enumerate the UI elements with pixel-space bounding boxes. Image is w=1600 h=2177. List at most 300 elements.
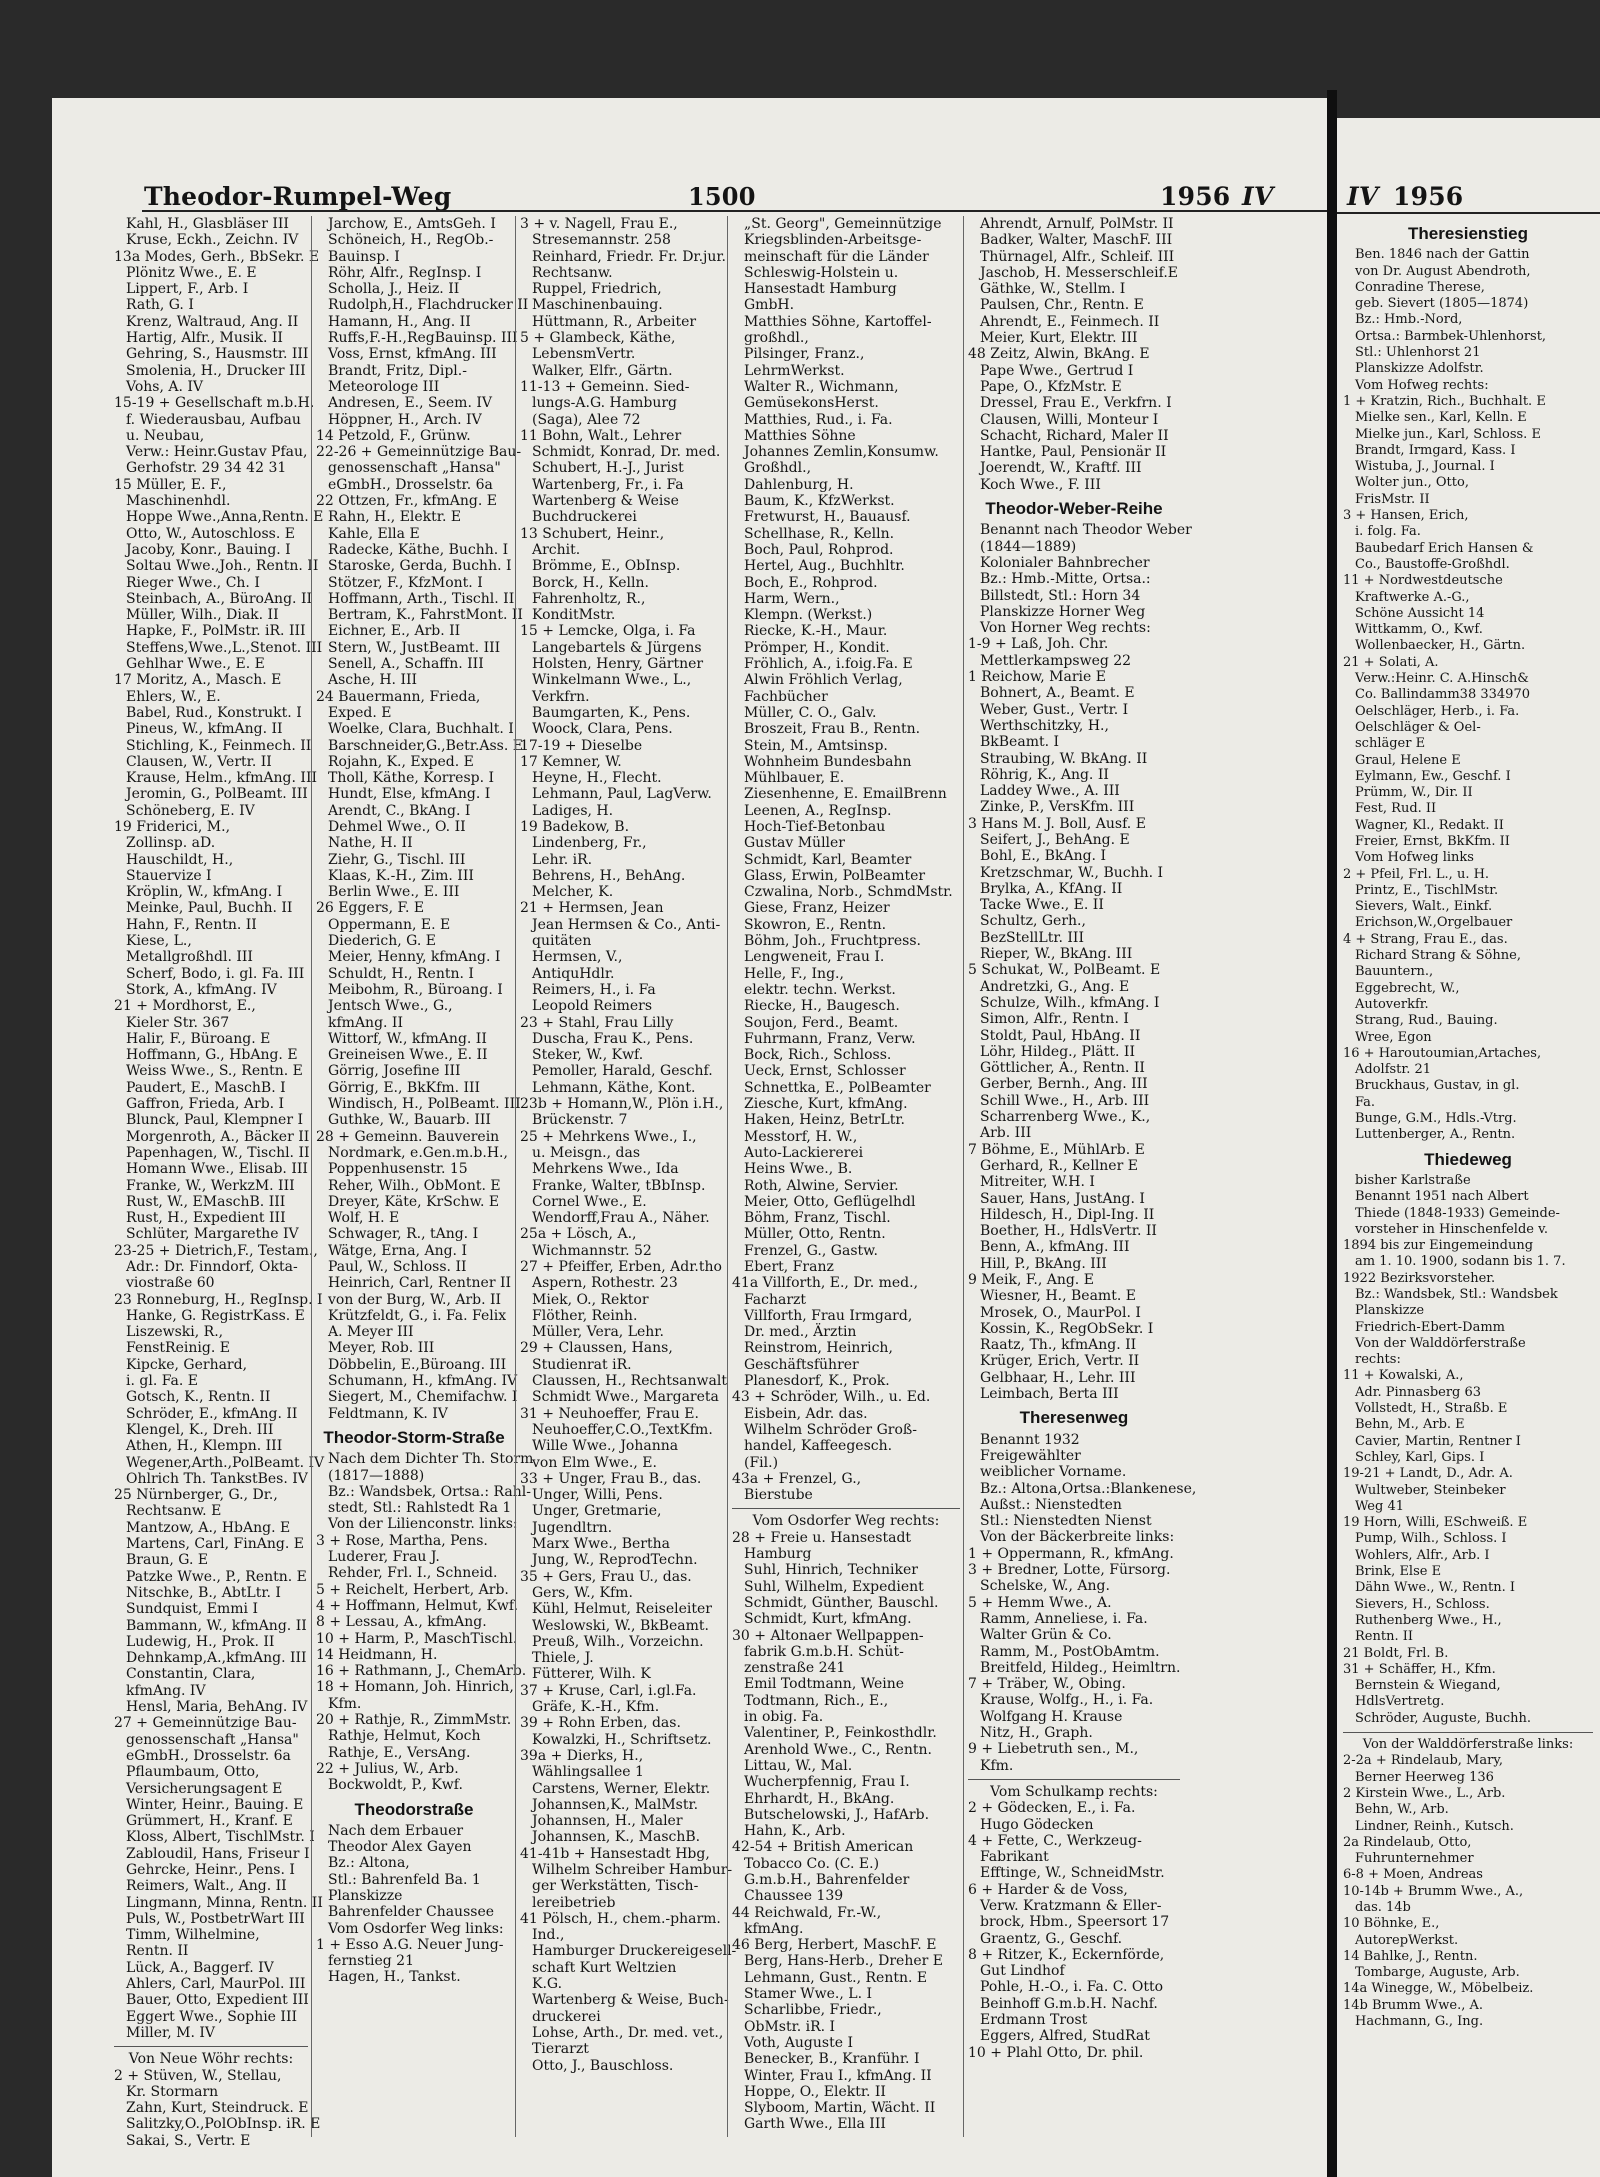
column-3-entries bbox=[520, 216, 737, 2074]
directory-entry: 10 Böhnke, E., bbox=[1343, 1916, 1440, 1932]
directory-entry: (Saga), Alee 72 bbox=[532, 411, 641, 428]
directory-entry: großhdl., bbox=[744, 330, 809, 347]
directory-entry: das. 14b bbox=[1355, 1899, 1411, 1915]
directory-entry: Butschelowski, J., HafArb. bbox=[744, 1806, 930, 1823]
running-head-volume: IV bbox=[1242, 182, 1274, 211]
directory-entry: Dähn Wwe., W., Rentn. I bbox=[1355, 1580, 1515, 1596]
directory-entry: fernstieg 21 bbox=[328, 1953, 414, 1970]
directory-entry: Cavier, Martin, Rentner I bbox=[1355, 1433, 1521, 1449]
directory-entry: Jeromin, G., PolBeamt. III bbox=[126, 786, 308, 803]
directory-entry: 37 + Kruse, Carl, i.gl.Fa. bbox=[520, 1682, 697, 1699]
directory-entry: Vohs, A. IV bbox=[126, 378, 204, 395]
directory-entry: f. Wiederausbau, Aufbau bbox=[126, 411, 301, 428]
directory-entry: Hoffmann, Arth., Tischl. II bbox=[328, 590, 515, 607]
directory-entry: 18 + Homann, Joh. Hinrich, bbox=[316, 1679, 514, 1696]
directory-entry: Eichner, E., Arb. II bbox=[328, 623, 461, 640]
directory-entry: Timm, Wilhelmine, bbox=[126, 1927, 260, 1944]
directory-entry: Wählingsallee 1 bbox=[532, 1764, 644, 1781]
directory-entry: 2-2a + Rindelaub, Mary, bbox=[1343, 1753, 1504, 1769]
right-running-head-year: 1956 bbox=[1393, 182, 1464, 211]
directory-entry: Hoppe, O., Elektr. II bbox=[744, 2083, 886, 2100]
directory-entry: 1894 bis zur Eingemeindung bbox=[1343, 1238, 1534, 1254]
directory-entry: 44 Reichwald, Fr.-W., bbox=[732, 1904, 882, 1921]
directory-entry: Neuhoeffer,C.O.,TextKfm. bbox=[532, 1421, 713, 1438]
directory-entry: Schmidt, Konrad, Dr. med. bbox=[532, 444, 721, 461]
directory-entry: K.G. bbox=[532, 1976, 563, 1993]
directory-entry: Staroske, Gerda, Buchh. I bbox=[328, 558, 512, 575]
right-column-2-entries bbox=[1343, 1173, 1593, 1727]
directory-entry: Johannsen, H., Maler bbox=[532, 1813, 683, 1830]
directory-entry: Meteorologe III bbox=[328, 378, 440, 395]
directory-entry: Schley, Karl, Gips. I bbox=[1355, 1449, 1485, 1465]
column-rule bbox=[963, 216, 964, 2137]
directory-entry: Nach dem Erbauer bbox=[328, 1822, 464, 1839]
directory-entry: Ramm, Anneliese, i. Fa. bbox=[980, 1610, 1148, 1627]
directory-entry: Wegener,Arth.,PolBeamt. IV bbox=[126, 1454, 325, 1471]
directory-entry: quitäten bbox=[532, 933, 592, 950]
directory-entry: Mühlbauer, E. bbox=[744, 770, 845, 787]
directory-entry: 3 + Hansen, Erich, bbox=[1343, 508, 1469, 524]
directory-entry: Klempn. (Werkst.) bbox=[744, 607, 873, 624]
directory-entry: Paudert, E., MaschB. I bbox=[126, 1079, 286, 1096]
directory-entry: Patzke Wwe., P., Rentn. E bbox=[126, 1568, 307, 1585]
directory-entry: Rojahn, K., Exped. E bbox=[328, 753, 474, 770]
directory-entry: 46 Berg, Herbert, MaschF. E bbox=[732, 1937, 937, 1954]
directory-entry: G.m.b.H., Bahrenfelder bbox=[744, 1871, 910, 1888]
directory-entry: Hauschildt, H., bbox=[126, 851, 234, 868]
directory-entry: Tacke Wwe., E. II bbox=[980, 897, 1104, 914]
directory-entry: Nach dem Dichter Th. Storm bbox=[328, 1451, 534, 1468]
directory-entry: Kieler Str. 367 bbox=[126, 1014, 230, 1031]
directory-entry: Radecke, Käthe, Buchh. I bbox=[328, 541, 509, 558]
directory-entry: Theodor Alex Gayen bbox=[328, 1839, 472, 1856]
directory-entry: 20 + Rathje, R., ZimmMstr. bbox=[316, 1712, 512, 1729]
directory-entry: Wolter jun., Otto, bbox=[1355, 475, 1469, 491]
directory-entry: Holsten, Henry, Gärtner bbox=[532, 656, 704, 673]
directory-entry: 17 Kemner, W. bbox=[520, 753, 622, 770]
directory-entry: Slyboom, Martin, Wächt. II bbox=[744, 2100, 936, 2117]
directory-entry: Jaschob, H. Messerschleif.E bbox=[980, 264, 1179, 281]
directory-entry: Görrig, Josefine III bbox=[328, 1063, 461, 1080]
directory-entry: Jean Hermsen & Co., Anti- bbox=[532, 916, 721, 933]
directory-entry: handel, Kaffeegesch. bbox=[744, 1438, 893, 1455]
directory-entry: Luttenberger, A., Rentn. bbox=[1355, 1127, 1516, 1143]
directory-entry: Auto-Lackiererei bbox=[744, 1144, 864, 1161]
directory-entry: Stein, M., Amtsinsp. bbox=[744, 737, 888, 754]
directory-entry: Duscha, Frau K., Pens. bbox=[532, 1030, 694, 1047]
directory-entry: Bock, Rich., Schloss. bbox=[744, 1047, 892, 1064]
directory-entry: meinschaft für die Länder bbox=[744, 248, 929, 265]
directory-entry: 31 + Neuhoeffer, Frau E. bbox=[520, 1405, 699, 1422]
directory-entry: Röhrig, K., Ang. II bbox=[980, 766, 1109, 783]
directory-entry: Behn, M., Arb. E bbox=[1355, 1417, 1465, 1433]
directory-entry: Wree, Egon bbox=[1355, 1029, 1432, 1045]
directory-entry: 16 + Haroutoumian,Artaches, bbox=[1343, 1045, 1542, 1061]
directory-entry: Baubedarf Erich Hansen & bbox=[1355, 540, 1534, 556]
directory-entry: Miller, M. IV bbox=[126, 2024, 215, 2041]
directory-entry: Adolfstr. 21 bbox=[1355, 1062, 1431, 1078]
directory-entry: Pump, Wilh., Schloss. I bbox=[1355, 1531, 1507, 1547]
directory-entry: Boch, E., Rohprod. bbox=[744, 574, 878, 591]
directory-entry: Verw. Kratzmann & Eller- bbox=[980, 1897, 1162, 1914]
directory-entry: Flöther, Reinh. bbox=[532, 1307, 638, 1324]
directory-entry: Scherf, Bodo, i. gl. Fa. III bbox=[126, 965, 305, 982]
directory-entry: Schmidt, Karl, Beamter bbox=[744, 851, 912, 868]
directory-entry: Eisbein, Adr. das. bbox=[744, 1405, 868, 1422]
directory-entry: 8 + Ritzer, K., Eckernförde, bbox=[968, 1946, 1165, 1963]
directory-entry: Rieger Wwe., Ch. I bbox=[126, 574, 260, 591]
directory-entry: Von Horner Weg rechts: bbox=[980, 620, 1151, 637]
directory-entry: Ehrhardt, H., BkAng. bbox=[744, 1790, 895, 1807]
directory-entry: Ruffs,F.-H.,RegBauinsp. III bbox=[328, 330, 518, 347]
directory-entry: Bauuntern., bbox=[1355, 964, 1434, 980]
directory-entry: Bz.: Hmb.-Mitte, Ortsa.: bbox=[980, 571, 1151, 588]
directory-entry: Co. Ballindamm38 334970 bbox=[1355, 687, 1530, 703]
directory-entry: Morgenroth, A., Bäcker II bbox=[126, 1128, 310, 1145]
directory-entry: Kretzschmar, W., Buchh. I bbox=[980, 864, 1164, 881]
directory-entry: 14 Bahlke, J., Rentn. bbox=[1343, 1948, 1478, 1964]
directory-entry: Hahn, F., Rentn. II bbox=[126, 916, 257, 933]
directory-entry: Facharzt bbox=[744, 1291, 807, 1308]
directory-entry: 41-41b + Hansestadt Hbg, bbox=[520, 1845, 710, 1862]
section-direction: Von Neue Wöhr rechts: bbox=[128, 2051, 294, 2068]
directory-entry: Lück, A., Baggerf. IV bbox=[126, 1959, 274, 1976]
directory-entry: Lehmann, Käthe, Kont. bbox=[532, 1079, 696, 1096]
directory-entry: Garth Wwe., Ella III bbox=[744, 2116, 886, 2133]
directory-entry: 22-26 + Gemeinnützige Bau- bbox=[316, 444, 522, 461]
directory-entry: Jarchow, E., AmtsGeh. I bbox=[328, 216, 496, 232]
directory-entry: Villforth, Frau Irmgard, bbox=[744, 1307, 913, 1324]
section-divider bbox=[732, 1508, 960, 1509]
directory-entry: Bahrenfelder Chaussee bbox=[328, 1904, 495, 1921]
directory-entry: weiblicher Vorname. bbox=[980, 1464, 1127, 1481]
directory-entry: 27 + Pfeiffer, Erben, Adr.tho bbox=[520, 1259, 722, 1275]
directory-entry: Wolfgang H. Krause bbox=[980, 1708, 1123, 1725]
directory-entry: kfmAng. IV bbox=[126, 1682, 206, 1699]
directory-entry: 5 + Hemm Wwe., A. bbox=[968, 1594, 1112, 1611]
directory-entry: Schellhase, R., Kelln. bbox=[744, 525, 895, 542]
directory-entry: Wollenbaecker, H., Gärtn. bbox=[1355, 638, 1526, 654]
directory-entry: 14 Petzold, F., Grünw. bbox=[316, 427, 471, 444]
directory-entry: Stork, A., kfmAng. IV bbox=[126, 981, 277, 998]
directory-entry: Weg 41 bbox=[1355, 1498, 1404, 1514]
directory-entry: 6 + Harder & de Voss, bbox=[968, 1881, 1128, 1898]
directory-entry: 2 Kirstein Wwe., L., Arb. bbox=[1343, 1785, 1506, 1801]
right-column-1 bbox=[1343, 218, 1593, 2137]
directory-entry: Gerber, Bernh., Ang. III bbox=[980, 1076, 1148, 1093]
directory-entry: GemüsekonsHerst. bbox=[744, 395, 879, 412]
directory-entry: Schelske, W., Ang. bbox=[980, 1578, 1110, 1595]
directory-entry: Heins Wwe., B. bbox=[744, 1161, 853, 1178]
directory-entry: Versicherungsagent E bbox=[126, 1780, 283, 1797]
directory-entry: Von der Walddörferstraße bbox=[1355, 1335, 1526, 1351]
directory-entry: 31 + Schäffer, H., Kfm. bbox=[1343, 1661, 1496, 1677]
directory-entry: Planesdorf, K., Prok. bbox=[744, 1373, 890, 1390]
directory-entry: Schleswig-Holstein u. bbox=[744, 264, 899, 281]
directory-entry: 22 + Julius, W., Arb. bbox=[316, 1760, 459, 1777]
directory-entry: Winter, Frau I., kfmAng. II bbox=[744, 2067, 932, 2084]
directory-entry: Jentsch Wwe., G., bbox=[328, 998, 453, 1015]
directory-entry: KonditMstr. bbox=[532, 607, 616, 624]
directory-entry: kfmAng. II bbox=[328, 1014, 403, 1031]
directory-entry: 17-19 + Dieselbe bbox=[520, 737, 643, 754]
directory-entry: Gehring, S., Hausmstr. III bbox=[126, 346, 309, 363]
directory-entry: Hundt, Else, kfmAng. I bbox=[328, 786, 491, 803]
directory-entry: Wolf, H. E bbox=[328, 1210, 400, 1227]
directory-entry: Brückenstr. 7 bbox=[532, 1112, 628, 1129]
directory-entry: Haken, Heinz, BetrLtr. bbox=[744, 1112, 905, 1129]
directory-entry: Buchdruckerei bbox=[532, 509, 637, 526]
directory-entry: Rechtsanw. E bbox=[126, 1503, 222, 1520]
directory-entry: Friedrich-Ebert-Damm bbox=[1355, 1319, 1505, 1335]
directory-entry: Schöneberg, E. IV bbox=[126, 802, 255, 819]
directory-entry: Müller, Vera, Lehr. bbox=[532, 1324, 664, 1341]
directory-entry: Baum, K., KfzWerkst. bbox=[744, 493, 895, 510]
directory-entry: 19-21 + Landt, D., Adr. A. bbox=[1343, 1466, 1513, 1482]
directory-entry: Laddey Wwe., A. III bbox=[980, 783, 1120, 800]
directory-entry: Nitschke, B., AbtLtr. I bbox=[126, 1584, 281, 1601]
directory-entry: in obig. Fa. bbox=[744, 1709, 824, 1726]
directory-entry: Brandt, Fritz, Dipl.- bbox=[328, 362, 467, 379]
directory-entry: Rathje, Helmut, Koch bbox=[328, 1728, 481, 1745]
directory-entry: Kolonialer Bahnbrecher bbox=[980, 554, 1150, 571]
directory-entry: Zollinsp. aD. bbox=[126, 835, 216, 852]
directory-entry: Andresen, E., Seem. IV bbox=[328, 395, 493, 412]
directory-entry: Richard Strang & Söhne, bbox=[1355, 948, 1521, 964]
directory-entry: BkBeamt. I bbox=[980, 734, 1060, 751]
directory-entry: 1 Reichow, Marie E bbox=[968, 669, 1106, 686]
directory-entry: Otto, W., Autoschloss. E bbox=[126, 525, 295, 542]
directory-entry: Constantin, Clara, bbox=[126, 1666, 256, 1683]
directory-entry: Leenen, A., RegInsp. bbox=[744, 802, 892, 819]
running-head-street: Theodor-Rumpel-Weg bbox=[144, 182, 452, 211]
directory-entry: Frenzel, G., Gastw. bbox=[744, 1242, 878, 1259]
directory-entry: Efftinge, W., SchneidMstr. bbox=[980, 1865, 1165, 1882]
directory-entry: Ind., bbox=[532, 1927, 565, 1944]
directory-entry: Czwalina, Norb., SchmdMstr. bbox=[744, 884, 953, 901]
right-running-head-volume: IV bbox=[1347, 182, 1379, 211]
directory-entry: 24 Bauermann, Frieda, bbox=[316, 688, 481, 705]
directory-entry: GmbH. bbox=[744, 297, 795, 314]
directory-entry: „St. Georg", Gemeinnützige bbox=[744, 216, 942, 232]
directory-entry: Barschneider,G.,Betr.Ass. E bbox=[328, 737, 523, 754]
column-2-entries bbox=[316, 216, 529, 1422]
directory-entry: Paul, W., Schloss. II bbox=[328, 1259, 467, 1275]
street-heading-thiedeweg: Thiedeweg bbox=[1424, 1149, 1512, 1169]
directory-entry: Stichling, K., Feinmech. II bbox=[126, 737, 312, 754]
directory-entry: Wiesner, H., Beamt. E bbox=[980, 1288, 1136, 1305]
directory-entry: Krause, Wolfg., H., i. Fa. bbox=[980, 1692, 1154, 1709]
directory-entry: Mettlerkampsweg 22 bbox=[980, 652, 1132, 669]
directory-entry: Boether, H., HdlsVertr. II bbox=[980, 1223, 1157, 1240]
directory-entry: Eylmann, Ew., Geschf. I bbox=[1355, 768, 1511, 784]
directory-entry: 28 + Gemeinn. Bauverein bbox=[316, 1128, 500, 1145]
directory-entry: Dr. med., Ärztin bbox=[744, 1324, 857, 1341]
directory-entry: Gaffron, Frieda, Arb. I bbox=[126, 1096, 285, 1113]
directory-entry: Hantke, Paul, Pensionär II bbox=[980, 444, 1167, 461]
directory-entry: elektr. techn. Werkst. bbox=[744, 981, 896, 998]
directory-entry: 21 + Mordhorst, E., bbox=[114, 998, 256, 1015]
directory-entry: 25 Nürnberger, G., Dr., bbox=[114, 1487, 278, 1504]
directory-entry: 1 + Oppermann, R., kfmAng. bbox=[968, 1545, 1174, 1562]
directory-entry: Matthies Söhne, Kartoffel- bbox=[744, 313, 932, 330]
column-2b-entries bbox=[316, 1451, 534, 1794]
directory-entry: Salitzky,O.,PolObInsp. iR. E bbox=[126, 2116, 321, 2133]
directory-entry: Wilhelm Schröder Groß- bbox=[744, 1421, 917, 1438]
directory-entry: Boch, Paul, Rohprod. bbox=[744, 541, 894, 558]
directory-entry: Schultz, Gerh., bbox=[980, 913, 1086, 930]
directory-entry: eGmbH., Drosselstr. 6a bbox=[126, 1747, 291, 1764]
directory-entry: Oelschläger & Oel- bbox=[1355, 719, 1481, 735]
directory-entry: 2 + Pfeil, Frl. L., u. H. bbox=[1343, 866, 1490, 882]
directory-entry: Kühl, Helmut, Reiseleiter bbox=[532, 1601, 712, 1618]
directory-entry: Carstens, Werner, Elektr. bbox=[532, 1780, 711, 1797]
directory-entry: 39a + Dierks, H., bbox=[520, 1747, 644, 1764]
directory-entry: Schwager, R., tAng. I bbox=[328, 1226, 479, 1243]
directory-entry: lereibetrieb bbox=[532, 1894, 616, 1911]
directory-entry: Löhr, Hildeg., Plätt. II bbox=[980, 1043, 1135, 1060]
directory-entry: schaft Kurt Weltzien bbox=[532, 1959, 677, 1976]
directory-entry: Asche, H. III bbox=[328, 672, 418, 689]
directory-entry: Beinhoff G.m.b.H. Nachf. bbox=[980, 1995, 1158, 2012]
directory-entry: Zinke, P., VersKfm. III bbox=[980, 799, 1135, 816]
directory-entry: Straubing, W. BkAng. II bbox=[980, 750, 1148, 767]
directory-entry: Pape, O., KfzMstr. E bbox=[980, 378, 1122, 395]
directory-entry: 43 + Schröder, Wilh., u. Ed. bbox=[732, 1389, 931, 1406]
directory-entry: Hansestadt Hamburg bbox=[744, 281, 897, 298]
directory-entry: Benannt 1932 bbox=[980, 1431, 1080, 1448]
directory-entry: Bohnert, A., Beamt. E bbox=[980, 685, 1135, 702]
directory-entry: Hensl, Maria, BehAng. IV bbox=[126, 1699, 308, 1716]
directory-entry: Ziehr, G., Tischl. III bbox=[328, 851, 466, 868]
directory-entry: Steinbach, A., BüroAng. II bbox=[126, 590, 312, 607]
directory-entry: 23 Ronneburg, H., RegInsp. I bbox=[114, 1291, 323, 1308]
directory-entry: kfmAng. bbox=[744, 1920, 804, 1937]
directory-entry: ObMstr. iR. I bbox=[744, 2018, 836, 2035]
directory-entry: Hill, P., BkAng. III bbox=[980, 1255, 1107, 1272]
directory-entry: Giese, Franz, Heizer bbox=[744, 900, 890, 917]
directory-entry: Johannsen, K., MaschB. bbox=[532, 1829, 701, 1846]
right-page bbox=[1337, 118, 1600, 2177]
directory-entry: 4 + Hoffmann, Helmut, Kwf. bbox=[316, 1597, 519, 1614]
directory-entry: 4 + Fette, C., Werkzeug- bbox=[968, 1832, 1142, 1849]
directory-entry: Mantzow, A., HbAng. E bbox=[126, 1519, 291, 1536]
directory-entry: Wartenberg, Fr., i. Fa bbox=[532, 476, 684, 493]
directory-entry: Oelschläger, Herb., i. Fa. bbox=[1355, 703, 1520, 719]
directory-entry: Riecke, H., Baugesch. bbox=[744, 998, 900, 1015]
directory-entry: Benn, A., kfmAng. III bbox=[980, 1239, 1130, 1256]
directory-entry: Behrens, H., BehAng. bbox=[532, 867, 686, 884]
directory-entry: Schröder, Auguste, Buchh. bbox=[1355, 1710, 1532, 1726]
directory-entry: 3 + Rose, Martha, Pens. bbox=[316, 1532, 488, 1549]
directory-entry: Messtorf, H. W., bbox=[744, 1128, 858, 1145]
column-1-tail-entries bbox=[114, 2067, 321, 2149]
directory-entry: Müller, Otto, Rentn. bbox=[744, 1226, 886, 1243]
directory-entry: Printz, E., TischlMstr. bbox=[1355, 882, 1499, 898]
directory-entry: Kruse, Eckh., Zeichn. IV bbox=[126, 232, 299, 249]
directory-entry: Graul, Helene E bbox=[1355, 752, 1461, 768]
directory-entry: Hoffmann, G., HbAng. E bbox=[126, 1047, 298, 1064]
directory-entry: Halir, F., Büroang. E bbox=[126, 1030, 271, 1047]
directory-entry: Borck, H., Kelln. bbox=[532, 574, 649, 591]
directory-entry: Sakai, S., Vertr. E bbox=[126, 2132, 251, 2149]
directory-entry: HdlsVertretg. bbox=[1355, 1694, 1445, 1710]
directory-entry: 21 + Solati, A. bbox=[1343, 654, 1439, 670]
directory-entry: Hamann, H., Ang. II bbox=[328, 313, 471, 330]
directory-entry: Bauinsp. I bbox=[328, 248, 400, 265]
directory-entry: Walter Grün & Co. bbox=[980, 1627, 1112, 1644]
directory-entry: Greineisen Wwe., E. II bbox=[328, 1047, 488, 1064]
directory-entry: Hartig, Alfr., Musik. II bbox=[126, 330, 283, 347]
directory-entry: Schnettka, E., PolBeamter bbox=[744, 1079, 931, 1096]
directory-entry: Skowron, E., Rentn. bbox=[744, 916, 887, 933]
directory-entry: Rahn, H., Elektr. E bbox=[328, 509, 462, 526]
street-heading-theodorstrasse: Theodorstraße bbox=[354, 1799, 474, 1819]
directory-entry: Nordmark, e.Gen.m.b.H., bbox=[328, 1144, 508, 1161]
directory-entry: Döbbelin, E.,Büroang. III bbox=[328, 1356, 507, 1373]
directory-entry: Steffens,Wwe.,L.,Stenot. III bbox=[126, 639, 323, 656]
directory-entry: 15 Müller, E. F., bbox=[114, 476, 227, 493]
directory-entry: Broszeit, Frau B., Rentn. bbox=[744, 721, 921, 738]
directory-entry: 16 + Rathmann, J., ChemArb. bbox=[316, 1663, 527, 1680]
directory-entry: 3 + Bredner, Lotte, Fürsorg. bbox=[968, 1562, 1171, 1579]
directory-entry: Clausen, W., Vertr. II bbox=[126, 753, 272, 770]
directory-entry: Mielke sen., Karl, Kelln. E bbox=[1355, 410, 1527, 426]
book-gutter bbox=[1327, 90, 1337, 2177]
directory-entry: Ludewig, H., Prok. II bbox=[126, 1633, 275, 1650]
directory-entry: 4 + Strang, Frau E., das. bbox=[1343, 931, 1508, 947]
section-divider bbox=[968, 1779, 1180, 1780]
directory-entry: Kröplin, W., kfmAng. I bbox=[126, 884, 283, 901]
directory-entry: Prömper, H., Kondit. bbox=[744, 639, 890, 656]
directory-entry: Ziesenhenne, E. EmailBrenn bbox=[744, 786, 947, 803]
directory-entry: Oppermann, E. E bbox=[328, 916, 451, 933]
directory-entry: Autoverkfr. bbox=[1355, 996, 1429, 1012]
directory-entry: Hermsen, V., bbox=[532, 949, 623, 966]
directory-entry: Gut Lindhof bbox=[980, 1963, 1065, 1980]
directory-entry: lungs-A.G. Hamburg bbox=[532, 395, 677, 412]
directory-entry: Hugo Gödecken bbox=[980, 1816, 1094, 1833]
street-heading-theodor-storm: Theodor-Storm-Straße bbox=[323, 1427, 505, 1447]
directory-entry: Ruthenberg Wwe., H., bbox=[1355, 1612, 1502, 1628]
directory-entry: 39 + Rohn Erben, das. bbox=[520, 1715, 681, 1732]
directory-entry: 19 Friderici, M., bbox=[114, 818, 231, 835]
directory-entry: 7 Böhme, E., MühlArb. E bbox=[968, 1141, 1145, 1158]
directory-entry: fabrik G.m.b.H. Schüt- bbox=[744, 1643, 904, 1660]
directory-entry: Schuldt, H., Rentn. I bbox=[328, 965, 474, 982]
directory-entry: Großhdl., bbox=[744, 460, 812, 477]
directory-entry: genossenschaft „Hansa" bbox=[126, 1731, 299, 1748]
directory-entry: u. Meisgn., das bbox=[532, 1144, 641, 1161]
directory-entry: Otto, J., Bauschloss. bbox=[532, 2057, 674, 2074]
directory-entry: Von der Lilienconstr. links: bbox=[328, 1516, 518, 1533]
directory-entry: Co., Baustoffe-Großhdl. bbox=[1355, 556, 1510, 572]
directory-entry: Breitfeld, Hildeg., Heimltrn. bbox=[980, 1659, 1181, 1676]
directory-entry: Maschinenhdl. bbox=[126, 493, 231, 510]
directory-entry: Brandt, Irmgard, Kass. I bbox=[1355, 442, 1516, 458]
directory-entry: von Dr. August Abendroth, bbox=[1355, 263, 1531, 279]
directory-entry: rechts: bbox=[1355, 1352, 1401, 1368]
directory-entry: Thiede (1848-1933) Gemeinde- bbox=[1355, 1205, 1560, 1221]
directory-entry: Tombarge, Auguste, Arb. bbox=[1355, 1965, 1520, 1981]
directory-entry: 27 + Gemeinnützige Bau- bbox=[114, 1715, 297, 1732]
directory-entry: Metallgroßhdl. III bbox=[126, 949, 253, 966]
directory-entry: Dehmel Wwe., O. II bbox=[328, 818, 466, 835]
directory-entry: Kr. Stormarn bbox=[126, 2083, 219, 2100]
directory-entry: Paulsen, Chr., Rentn. E bbox=[980, 297, 1144, 314]
directory-entry: FrisMstr. II bbox=[1355, 491, 1430, 507]
directory-entry: Ruppel, Friedrich, bbox=[532, 281, 662, 298]
